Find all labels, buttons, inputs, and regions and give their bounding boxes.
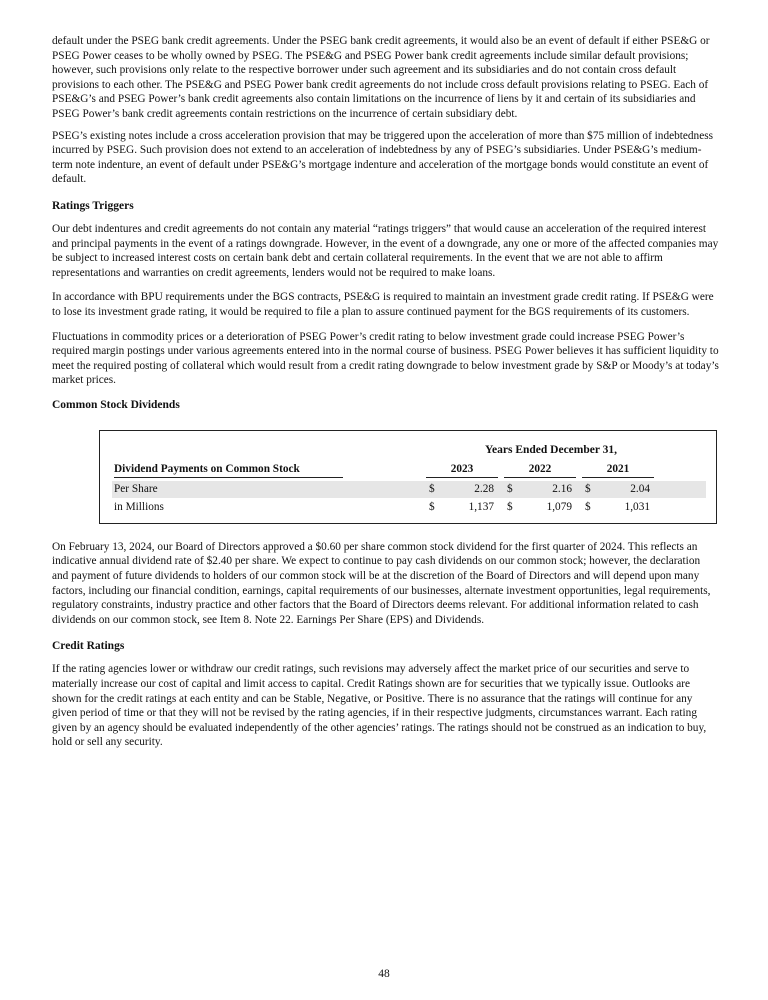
currency-symbol: $ — [507, 500, 513, 513]
table-label-header: Dividend Payments on Common Stock — [114, 462, 343, 478]
currency-symbol: $ — [507, 482, 513, 495]
cell-value-2023: 1,137 — [468, 500, 494, 513]
paragraph-ratings-triggers-2: In accordance with BPU requirements under the BGS contracts, PSE&G is required to maintain an investment grade credit rating. If PSE&G were to lose its investment grade rating, it would be required to file a plan to assure continued payment for the BGS requirements of its customers. — [52, 291, 714, 318]
currency-symbol: $ — [585, 482, 591, 495]
document-page — [52, 34, 719, 760]
heading-ratings-triggers: Ratings Triggers — [52, 199, 134, 212]
table-years-header: Years Ended December 31, — [484, 443, 618, 456]
row-label: in Millions — [114, 500, 164, 513]
table-row-in-millions — [112, 499, 706, 516]
table-year-2023: 2023 — [426, 462, 498, 478]
cell-value-2022: 1,079 — [546, 500, 572, 513]
table-year-2021: 2021 — [582, 462, 654, 478]
row-label: Per Share — [114, 482, 158, 495]
paragraph-dividend-approval: On February 13, 2024, our Board of Directors approved a $0.60 per share common stock dividend for the first quarter of 2024. This reflects an indicative annual dividend rate of $2.40 per share. We expect to continue to pay cash dividends on our common stock; however, the declaration and payment of future dividends to holders of our common stock will be at the discretion of the Board of Directors and will depend upon many factors, including our financial condition, earnings, capital requirements of our businesses, alternate investment opportunities, legal requirements, regulatory constraints, industry practice and other factors that the Board of Directors deems relevant. For additional information related to cash dividends on our common stock, see Item 8. Note 22. Earnings Per Share (EPS) and Dividends. — [52, 540, 711, 626]
paragraph-default-provisions: default under the PSEG bank credit agreements. Under the PSEG bank credit agreements, it would also be an event of default if either PSE&G or PSEG Power ceases to be wholly owned by PSEG. The PSE&G and PSEG Power bank credit agreements include similar default provisions; however, such provisions only relate to the respective borrower under such agreement and its subsidiaries and do not contain cross default provisions to each other. The PSE&G and PSEG Power bank credit agreements do not include cross default provisions relating to PSEG. Each of PSE&G’s and PSEG Power’s bank credit agreements also contain limitations on the incurrence of liens by it and certain of its subsidiaries and PSEG Power’s bank credit agreements contain restrictions on the incurrence of certain subsidiary debt. — [52, 35, 710, 120]
cell-value-2022: 2.16 — [552, 482, 572, 495]
currency-symbol: $ — [429, 482, 435, 495]
heading-credit-ratings: Credit Ratings — [52, 640, 125, 653]
paragraph-ratings-triggers-3: Fluctuations in commodity prices or a deterioration of PSEG Power’s credit rating to below investment grade could increase PSEG Power’s required margin postings under various agreements entered into in the normal course of business. PSEG Power believes it has sufficient liquidity to meet the required posting of collateral which would result from a credit rating downgrade to below investment grade by S&P or Moody’s at today’s market prices. — [52, 330, 719, 387]
paragraph-ratings-triggers-1: Our debt indentures and credit agreements do not contain any material “ratings triggers” that would cause an acceleration of the required interest and principal payments in the event of a ratings downgrade. However, in the event of a downgrade, any one or more of the affected companies may be subject to increased interest costs on certain bank debt and certain collateral requirements. In the event that we are not able to affirm representations and warranties on credit agreements, lenders would not be required to make loans. — [52, 222, 719, 279]
table-row-per-share — [112, 481, 706, 498]
heading-common-stock-dividends: Common Stock Dividends — [52, 398, 180, 411]
table-year-2022: 2022 — [504, 462, 576, 478]
cell-value-2023: 2.28 — [474, 482, 494, 495]
cell-value-2021: 1,031 — [624, 500, 650, 513]
table-header-row — [112, 462, 706, 479]
currency-symbol: $ — [429, 500, 435, 513]
page-number: 48 — [378, 968, 390, 980]
dividend-table — [99, 430, 717, 524]
currency-symbol: $ — [585, 500, 591, 513]
cell-value-2021: 2.04 — [630, 482, 650, 495]
paragraph-cross-acceleration: PSEG’s existing notes include a cross acceleration provision that may be triggered upon the acceleration of more than $75 million of indebtedness incurred by PSEG. Such provision does not extend to an acceleration of indebtedness by any of PSEG’s subsidiaries. Under PSE&G’s medium-term note indenture, an event of default under PSE&G’s mortgage indenture and acceleration of the mortgage bonds would constitute an event of default. — [52, 129, 714, 186]
paragraph-credit-ratings: If the rating agencies lower or withdraw our credit ratings, such revisions may adversely affect the market price of our securities and serve to materially increase our cost of capital and limit access to capital. Credit Ratings shown are for securities that we typically issue. Outlooks are shown for the credit ratings at each entity and can be Stable, Negative, or Positive. There is no assurance that the ratings will continue for any given period of time or that they will not be revised by the rating agencies, if in their respective judgments, circumstances warrant. Each rating given by an agency should be evaluated independently of the other agencies’ ratings. The ratings should not be construed as an indication to buy, hold or sell any security. — [52, 663, 707, 749]
